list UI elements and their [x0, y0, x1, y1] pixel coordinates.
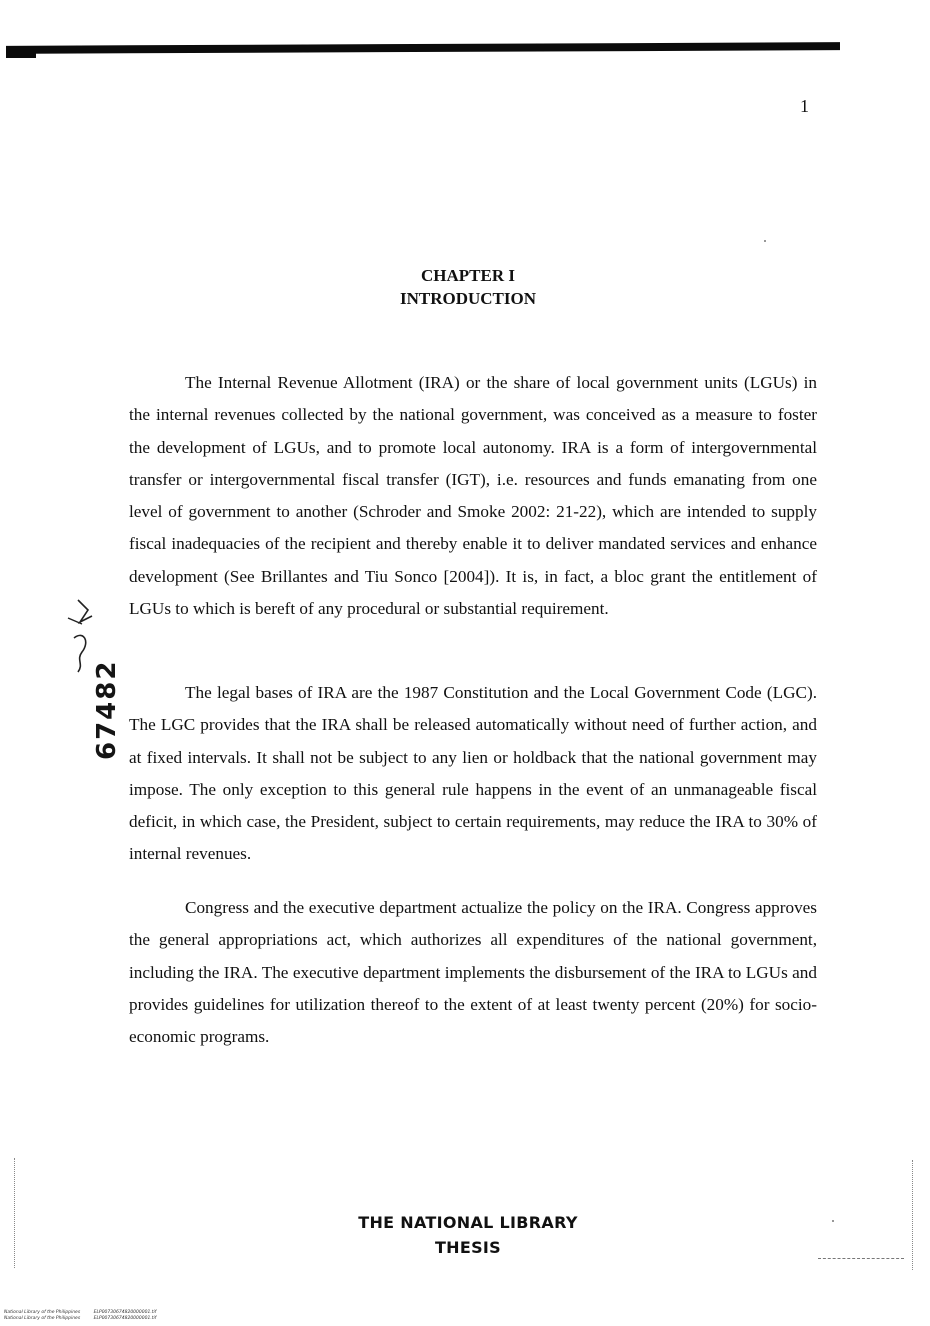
footer-filename: ELP00730674820000001.tif — [93, 1316, 157, 1321]
right-margin-scan-dots — [912, 1160, 915, 1270]
library-stamp — [0, 1210, 930, 1260]
handwritten-initials-icon — [38, 580, 110, 780]
chapter-title: INTRODUCTION — [399, 289, 537, 308]
scan-top-rule-tail — [6, 52, 36, 58]
margin-accession-stamp — [38, 580, 122, 780]
accession-number: 67482 — [92, 659, 122, 760]
chapter-label: CHAPTER I — [421, 266, 515, 285]
body-paragraph: The legal bases of IRA are the 1987 Constitution and the Local Government Code (LGC). The LGC provides that the IRA shall be released automatically without need of further action, and at fixed intervals. It shall not be subject to any lien or holdback that the national government may impose. The only exception to this general rule happens in the event of an unmanageable fiscal deficit, in which case, the President, subject to certain requirements, may reduce the IRA to 30% of internal revenues. — [129, 683, 817, 864]
scan-dash-line — [818, 1258, 904, 1259]
scan-top-rule — [6, 42, 840, 54]
left-margin-scan-dots — [14, 1158, 17, 1268]
scan-footer — [4, 1310, 168, 1322]
chapter-heading — [0, 264, 930, 310]
page-number: 1 — [800, 96, 809, 116]
library-stamp-name: THE NATIONAL LIBRARY — [358, 1213, 578, 1232]
body-paragraph: Congress and the executive department actualize the policy on the IRA. Congress approves the general appropriations act, which authorizes all expenditures of the national government, including the IRA. The executive department implements the disbursement of the IRA to LGUs and provides guidelines for utilization thereof to the extent of at least twenty percent (20%) for socio-economic programs. — [129, 898, 817, 1047]
body-paragraph: The Internal Revenue Allotment (IRA) or the share of local government units (LGUs) in the internal revenues collected by the national government, was conceived as a measure to foster the development of LGUs, and to promote local autonomy. IRA is a form of intergovernmental transfer or intergovernmental fiscal transfer (IGT), i.e. resources and funds emanating from one level of government to another (Schroder and Smoke 2002: 21-22), which are intended to supply fiscal inadequacies of the recipient and thereby enable it to deliver mandated services and enhance development (See Brillantes and Tiu Sonco [2004]). It is, in fact, a bloc grant the entitlement of LGUs to which is bereft of any procedural or substantial requirement. — [129, 373, 817, 619]
footer-source: National Library of the Philippines — [4, 1316, 81, 1321]
scan-speck — [764, 240, 766, 242]
scan-speck — [832, 1220, 834, 1222]
library-stamp-type: THESIS — [434, 1238, 502, 1257]
footer-source: National Library of the Philippines — [4, 1310, 81, 1315]
footer-filename: ELP00730674820000001.tif — [93, 1310, 157, 1315]
